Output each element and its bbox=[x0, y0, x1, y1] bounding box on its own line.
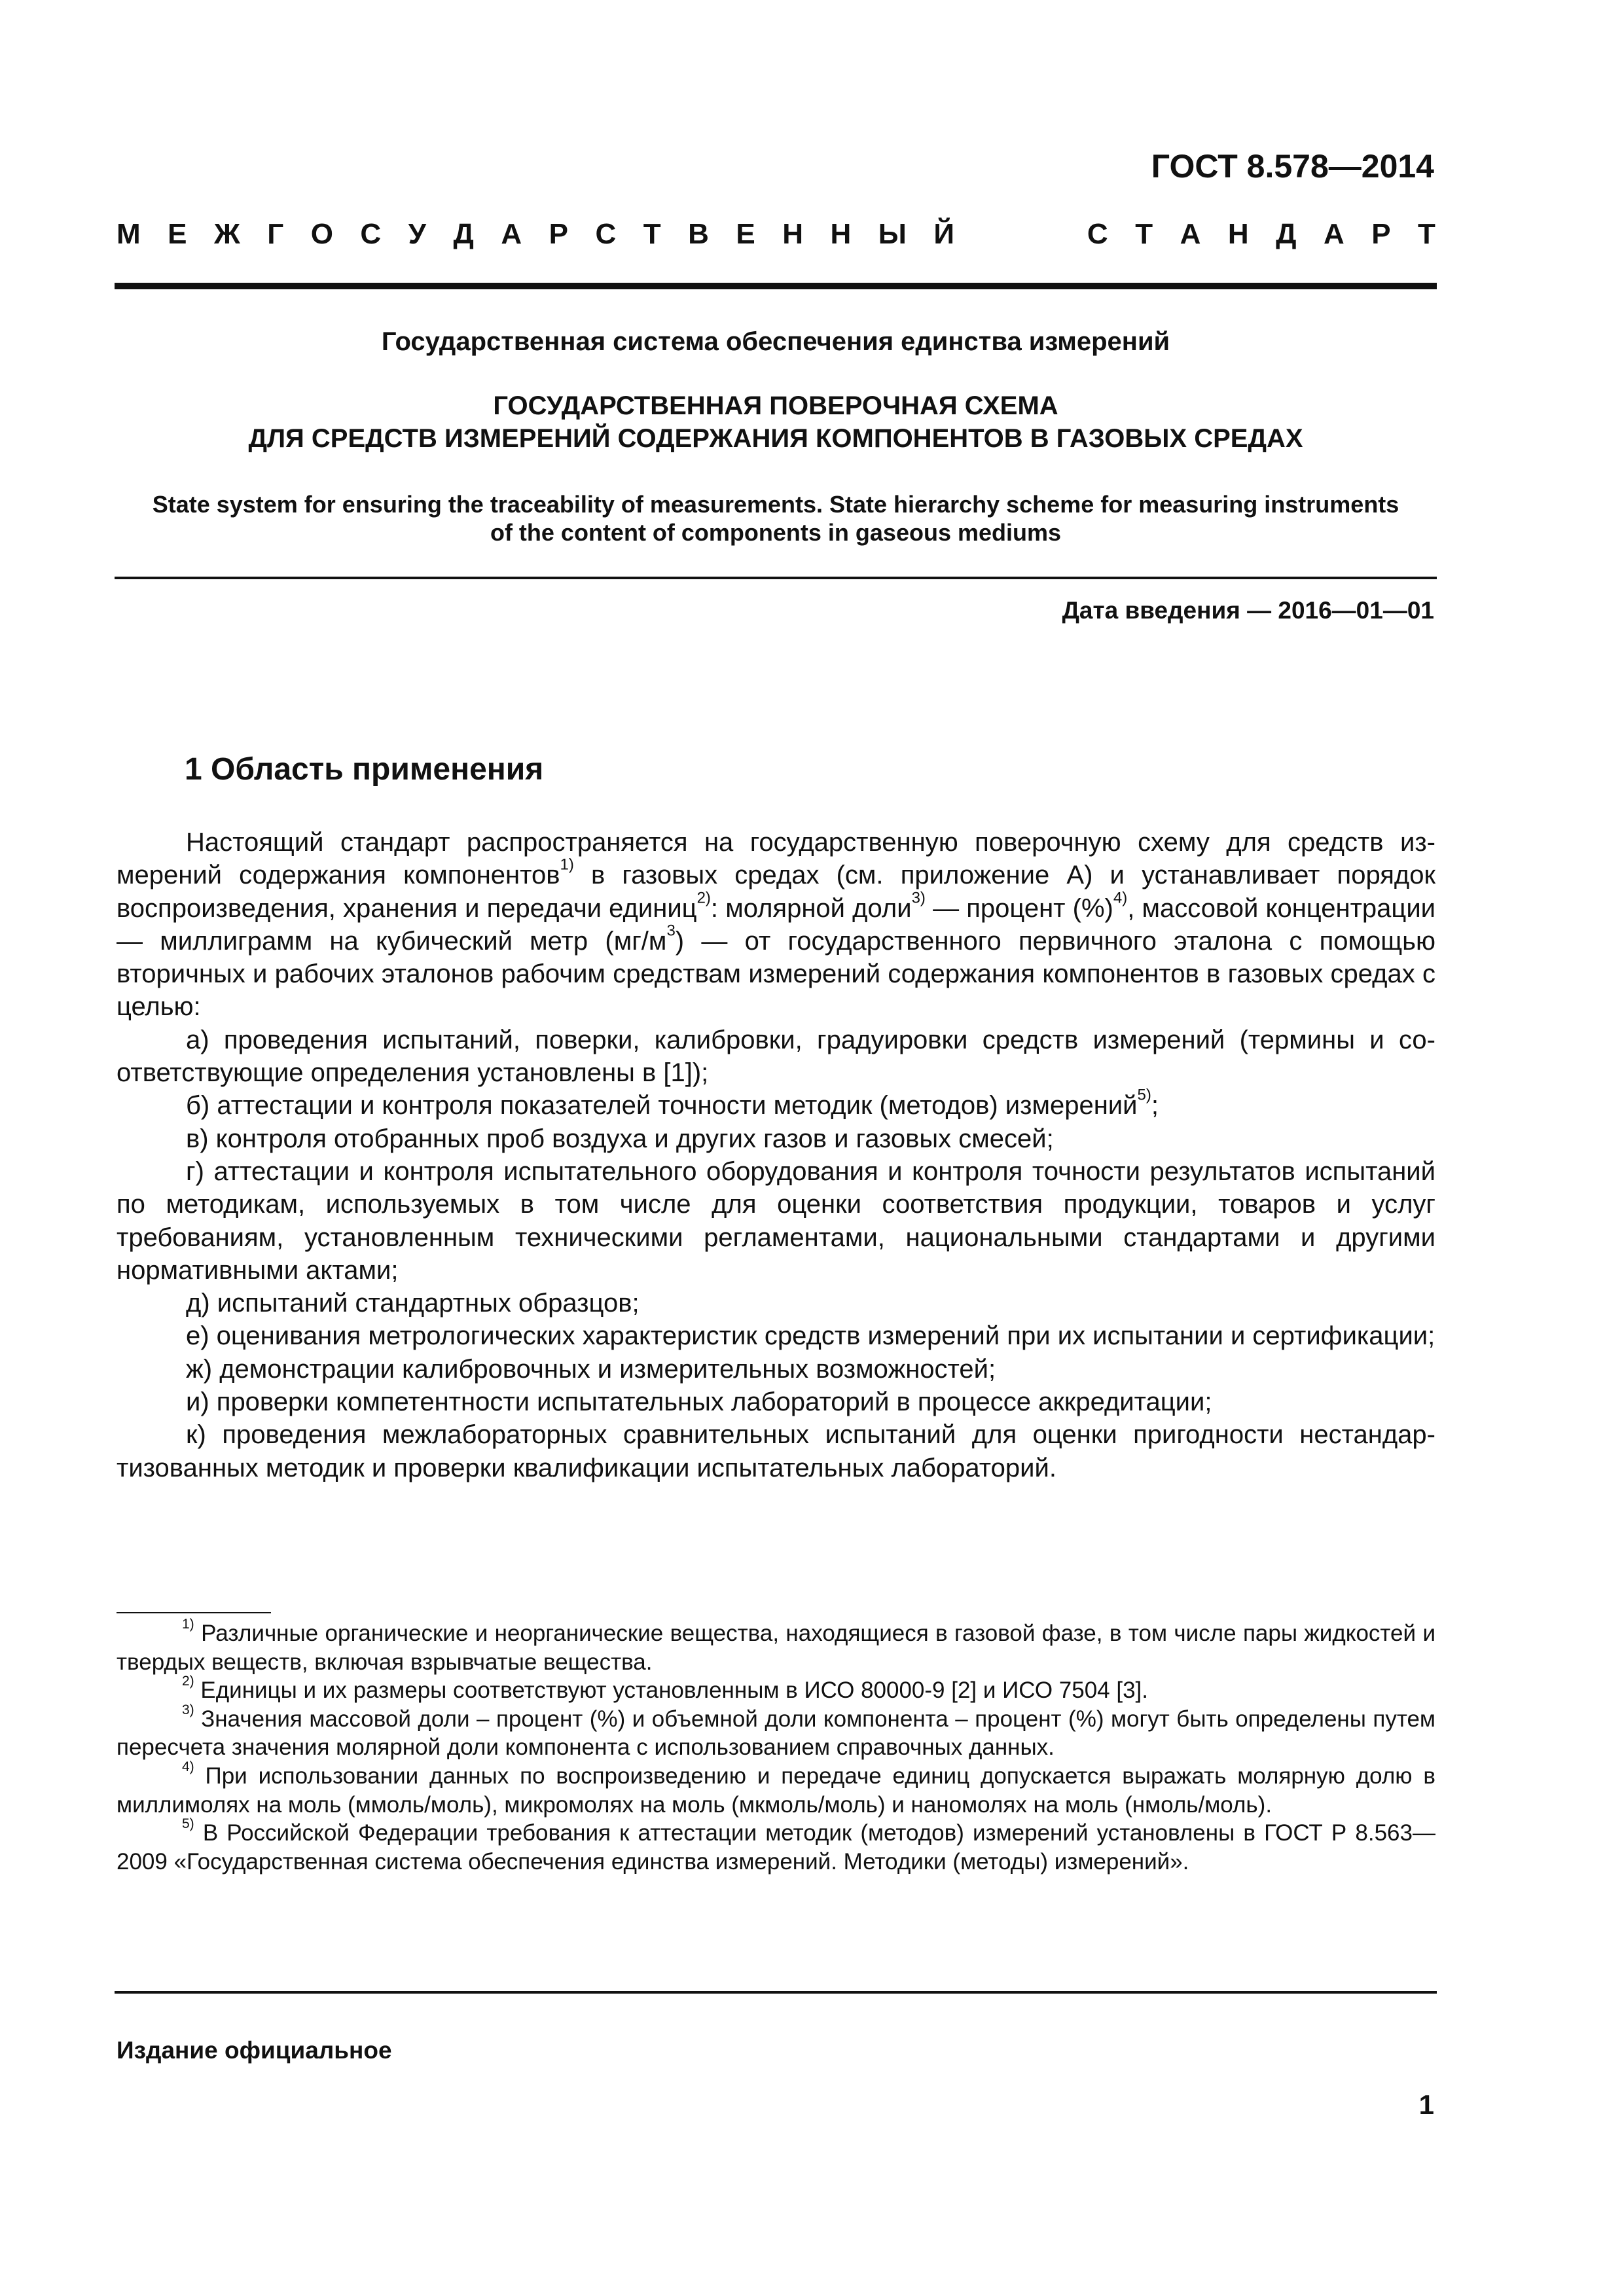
list-item-zh: ж) демонстрации калибровочных и измерительных возможностей; bbox=[186, 1354, 996, 1384]
footer-divider bbox=[115, 1991, 1437, 1994]
banner-letter: Е bbox=[168, 218, 187, 250]
section-body bbox=[117, 826, 1435, 1484]
list-item-d: д) испытаний стандартных образцов; bbox=[186, 1289, 640, 1318]
list-item-b bbox=[117, 1086, 1435, 1122]
footnote-ref: 4) bbox=[1113, 889, 1128, 906]
banner-letter: С bbox=[1087, 218, 1108, 250]
banner-letter: Т bbox=[1418, 218, 1435, 250]
banner-letter: Ы bbox=[878, 218, 907, 250]
intro-paragraph bbox=[117, 826, 1435, 1024]
english-title-line1: State system for ensuring the traceability of measurements. State hierarchy scheme for measuring instruments bbox=[152, 491, 1399, 518]
banner-letter: С bbox=[595, 218, 617, 250]
banner-letter: Й bbox=[933, 218, 954, 250]
list-item-v: в) контроля отобранных проб воздуха и других газов и газовых смесей; bbox=[186, 1124, 1054, 1153]
banner-letter: Г bbox=[267, 218, 284, 250]
banner-letter: О bbox=[310, 218, 333, 250]
edition-label: Издание официальное bbox=[117, 2037, 392, 2064]
title-divider bbox=[115, 577, 1437, 579]
banner-letter: В bbox=[688, 218, 709, 250]
intro-text: Настоящий стандарт распространяется на государственную поверочную схему для средств измерений содержания компонентов bbox=[117, 828, 1435, 890]
banner-letter: У bbox=[408, 218, 427, 250]
page-number: 1 bbox=[1418, 2089, 1434, 2120]
banner-letter: Н bbox=[830, 218, 852, 250]
intro-text: — процент (%) bbox=[925, 893, 1113, 923]
footnote-text: Единицы и их размеры соответствуют установленным в ИСО 80000-9 [2] и ИСО 7504 [3]. bbox=[194, 1677, 1148, 1704]
banner-letter: Н bbox=[782, 218, 804, 250]
footnote bbox=[117, 1816, 1435, 1876]
banner-letter: Д bbox=[453, 218, 474, 250]
footnote bbox=[117, 1759, 1435, 1819]
introduction-date: Дата введения — 2016—01—01 bbox=[1062, 597, 1434, 624]
footnotes bbox=[117, 1619, 1435, 1876]
list-item-e: е) оценивания метрологических характеристик средств измерений при их испытании и сертификации; bbox=[186, 1321, 1435, 1351]
banner-letter: А bbox=[501, 218, 522, 250]
intro-text: в газовых средах (см. приложение А) и устанавливает порядок воспроизведения, хранения и передачи единиц bbox=[117, 861, 1435, 923]
document-title-line2: ДЛЯ СРЕДСТВ ИЗМЕРЕНИЙ СОДЕРЖАНИЯ КОМПОНЕНТОВ В ГАЗОВЫХ СРЕДАХ bbox=[248, 424, 1303, 453]
footnote-mark: 5) bbox=[182, 1816, 194, 1832]
footnote bbox=[117, 1676, 1435, 1705]
interstate-standard-banner bbox=[117, 218, 1435, 251]
footnote-ref: 3) bbox=[911, 889, 926, 906]
footnote-mark: 3) bbox=[182, 1702, 194, 1717]
footnote-ref: 2) bbox=[696, 889, 711, 906]
banner-letter: Р bbox=[1371, 218, 1391, 250]
list-item-i: и) проверки компетентности испытательных лабораторий в процессе аккредитации; bbox=[186, 1388, 1212, 1417]
banner-letter: Д bbox=[1276, 218, 1297, 250]
list-item-g: г) аттестации и контроля испытательного оборудования и контроля точности результатов испытаний по методикам, используемых в том числе для оценки соответствия продукции, товаров и услуг требованиям, установленным техническими регламентами, национальными стандартами и другими нормативными актами; bbox=[117, 1157, 1435, 1285]
banner-letter: А bbox=[1180, 218, 1201, 250]
footnote-separator bbox=[117, 1612, 271, 1613]
intro-text: ) — от государственного первичного эталона с помощью вторичных и рабочих эталонов рабочим средствам измерений содержания компонентов в газовых средах с целью: bbox=[117, 926, 1436, 1022]
banner-letter: С bbox=[360, 218, 382, 250]
footnote-ref: 1) bbox=[560, 855, 574, 874]
intro-text: : молярной доли bbox=[710, 893, 912, 923]
list-item-text: ; bbox=[1151, 1091, 1159, 1121]
banner-letter: Н bbox=[1227, 218, 1249, 250]
section-heading: 1 Область применения bbox=[185, 752, 544, 787]
footnote-mark: 4) bbox=[182, 1759, 194, 1775]
footnote bbox=[117, 1702, 1435, 1762]
intro-text: , массовой концентрации — миллиграмм на кубический метр (мг/м bbox=[117, 893, 1436, 956]
footnote bbox=[117, 1619, 1435, 1676]
banner-letter: А bbox=[1323, 218, 1344, 250]
footnote-mark: 1) bbox=[182, 1617, 194, 1632]
list-item-a: а) проведения испытаний, поверки, калибровки, градуировки средств измерений (термины и соответствующие определения установлены в [1]); bbox=[117, 1025, 1435, 1088]
document-title-line1: ГОСУДАРСТВЕННАЯ ПОВЕРОЧНАЯ СХЕМА bbox=[493, 391, 1058, 420]
list-item-text: б) аттестации и контроля показателей точности методик (методов) измерений bbox=[186, 1091, 1138, 1121]
banner-letter: Р bbox=[549, 218, 568, 250]
footnote-mark: 2) bbox=[182, 1674, 194, 1689]
list-item-k: к) проведения межлабораторных сравнительных испытаний для оценки пригодности нестандартизованных методик и проверки квалификации испытательных лабораторий. bbox=[117, 1420, 1435, 1482]
footnote-text: В Российской Федерации требования к аттестации методик (методов) измерений установлены в ГОСТ Р 8.563—2009 «Государственная система обеспечения единства измерений. Методики (методы) измерений». bbox=[117, 1820, 1435, 1874]
banner-letter: Ж bbox=[213, 218, 240, 250]
header-divider bbox=[115, 283, 1437, 289]
footnote-text: Значения массовой доли – процент (%) и объемной доли компонента – процент (%) могут быть определены путем пересчета значения молярной доли компонента с использованием справочных данных. bbox=[117, 1706, 1435, 1761]
banner-letter: М bbox=[117, 218, 141, 250]
footnote-ref: 5) bbox=[1137, 1086, 1151, 1104]
banner-letter: Т bbox=[1135, 218, 1153, 250]
footnote-text: При использовании данных по воспроизведению и передаче единиц допускается выражать молярную долю в миллимолях на моль (ммоль/моль), микромолях на моль (мкмоль/моль) и наномолях на моль (нмоль/моль). bbox=[117, 1763, 1435, 1818]
superscript-exponent: 3 bbox=[666, 922, 676, 940]
gost-number: ГОСТ 8.578—2014 bbox=[1151, 148, 1434, 185]
banner-letter: Т bbox=[643, 218, 661, 250]
banner-letter: Е bbox=[736, 218, 755, 250]
footnote-text: Различные органические и неорганические вещества, находящиеся в газовой фазе, в том числе пары жидкостей и твердых веществ, включая взрывчатые вещества. bbox=[117, 1621, 1435, 1675]
system-name: Государственная система обеспечения единства измерений bbox=[381, 327, 1170, 356]
banner-word-gap bbox=[981, 218, 1060, 251]
english-title-line2: of the content of components in gaseous mediums bbox=[490, 519, 1062, 546]
